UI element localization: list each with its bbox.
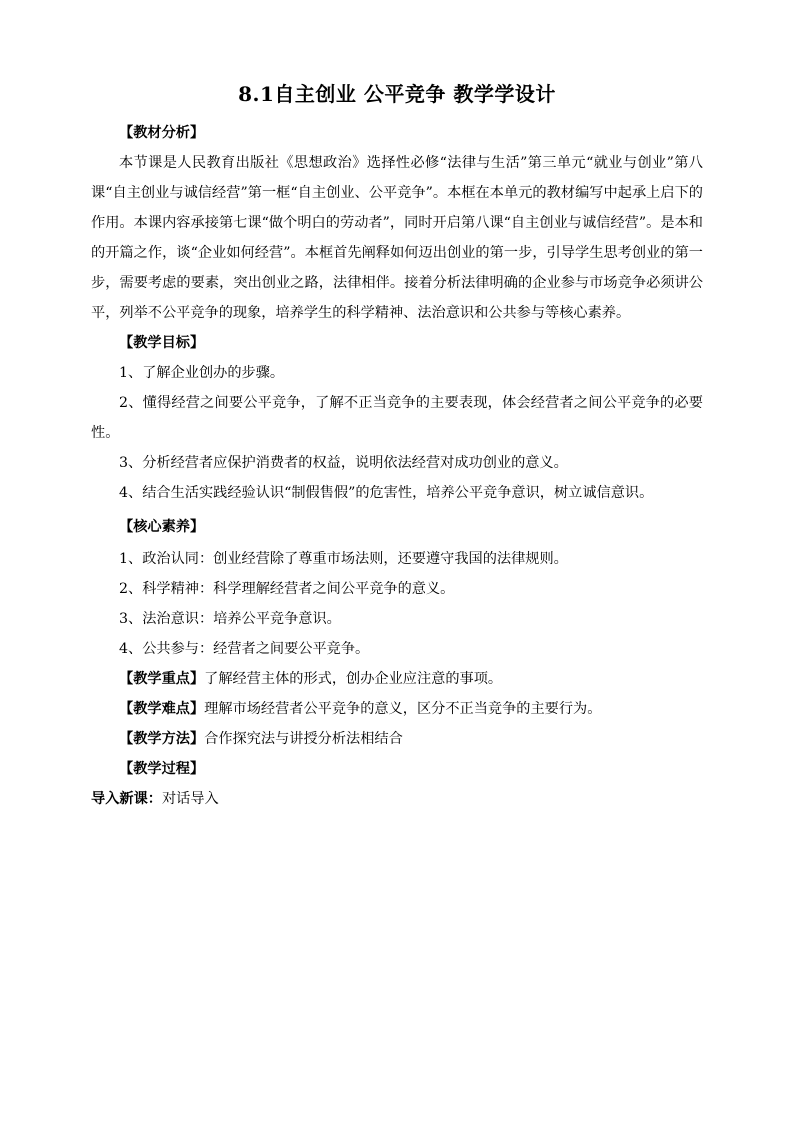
goal-item: 1、了解企业创办的步骤。 [119,365,285,381]
intro-line [91,784,703,814]
goal-item: 3、分析经营者应保护消费者的权益，说明依法经营对成功创业的意义。 [119,455,568,471]
key-point-label: 【教学重点】 [119,671,205,687]
section-heading-process: 【教学过程】 [119,761,205,777]
literacy-item: 2、科学精神：科学理解经营者之间公平竞争的意义。 [119,581,455,597]
method-text: 合作探究法与讲授分析法相结合 [204,731,403,747]
difficulty-label: 【教学难点】 [119,701,205,717]
literacy-item: 1、政治认同：创业经营除了尊重市场法则，还要遵守我国的法律规则。 [119,551,568,567]
section-heading-analysis: 【教材分析】 [119,125,205,141]
literacy-item: 3、法治意识：培养公平竞争意识。 [119,611,341,627]
section-heading-goals: 【教学目标】 [119,335,205,351]
difficulty-line [91,694,703,724]
method-label: 【教学方法】 [119,731,205,747]
document-body [91,118,703,814]
section-heading-literacy: 【核心素养】 [119,519,205,535]
analysis-paragraph: 本节课是人民教育出版社《思想政治》选择性必修“法律与生活”第三单元“就业与创业”第八课“自主创业与诚信经营”第一框“自主创业、公平竞争”。本框在本单元的教材编写中起承上启下的作用。本课内容承接第七课“做个明白的劳动者”，同时开启第八课“自主创业与诚信经营”。是本和的开篇之作，谈“企业如何经营”。本框首先阐释如何迈出创业的第一步，引导学生思考创业的第一步，需要考虑的要素，突出创业之路，法律相伴。接着分析法律明确的企业参与市场竞争必须讲公平，列举不公平竞争的现象，培养学生的科学精神、法治意识和公共参与等核心素养。 [91,155,703,321]
goal-item: 4、结合生活实践经验认识“制假售假”的危害性，培养公平竞争意识，树立诚信意识。 [119,485,654,501]
intro-label: 导入新课： [91,791,162,807]
key-point-line [91,664,703,694]
literacy-item: 4、公共参与：经营者之间要公平竞争。 [119,641,370,657]
method-line [91,724,703,754]
intro-text: 对话导入 [161,791,219,807]
key-point-text: 了解经营主体的形式，创办企业应注意的事项。 [204,671,503,687]
goal-item: 2、懂得经营之间要公平竞争，了解不正当竞争的主要表现，体会经营者之间公平竞争的必要性。 [91,395,703,441]
difficulty-text: 理解市场经营者公平竞争的意义，区分不正当竞争的主要行为。 [204,701,602,717]
document-title: 8.1自主创业 公平竞争 教学学设计 [238,82,556,106]
